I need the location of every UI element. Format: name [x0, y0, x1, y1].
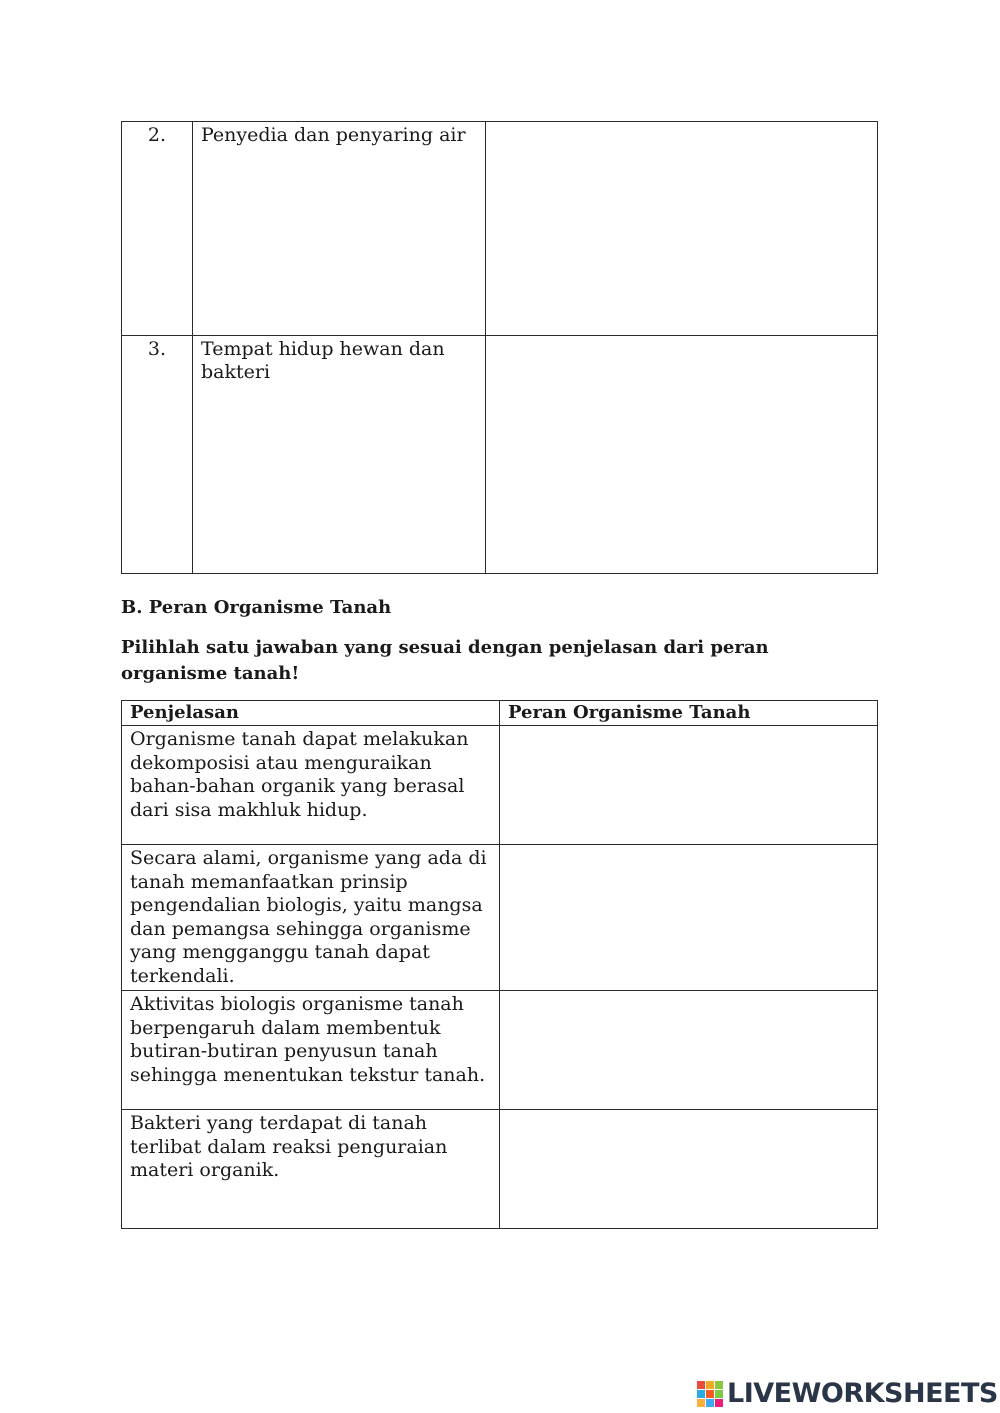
answer-cell[interactable] [486, 336, 878, 574]
logo-tile [697, 1399, 705, 1407]
logo-text: LIVEWORKSHEETS [727, 1378, 998, 1409]
answer-cell[interactable] [500, 726, 878, 845]
logo-tile [706, 1390, 714, 1398]
section-heading: B. Peran Organisme Tanah [121, 597, 392, 618]
instruction-text: Pilihlah satu jawaban yang sesuai dengan penjelasan dari peran organisme tanah! [121, 637, 769, 684]
table-row [122, 991, 878, 1110]
explanation-cell: Aktivitas biologis organisme tanah berpengaruh dalam membentuk butiran-butiran penyusun tanah sehingga menentukan tekstur tanah. [122, 991, 500, 1110]
logo-tile [715, 1381, 723, 1389]
row-number: 2. [122, 122, 193, 336]
organism-role-table [121, 700, 878, 1229]
logo-tile [697, 1390, 705, 1398]
logo-tile [715, 1390, 723, 1398]
answer-cell[interactable] [500, 991, 878, 1110]
row-description: Tempat hidup hewan dan bakteri [193, 336, 486, 574]
liveworksheets-logo [697, 1378, 998, 1409]
row-number: 3. [122, 336, 193, 574]
answer-cell[interactable] [500, 845, 878, 991]
row-description: Penyedia dan penyaring air [193, 122, 486, 336]
explanation-cell: Bakteri yang terdapat di tanah terlibat dalam reaksi penguraian materi organik. [122, 1110, 500, 1229]
column-header-explanation: Penjelasan [122, 701, 500, 726]
logo-tile [706, 1399, 714, 1407]
answer-cell[interactable] [500, 1110, 878, 1229]
logo-tile [715, 1399, 723, 1407]
table-row [122, 726, 878, 845]
answer-cell[interactable] [486, 122, 878, 336]
table-row [122, 122, 878, 336]
logo-tile [697, 1381, 705, 1389]
explanation-cell: Organisme tanah dapat melakukan dekomposisi atau menguraikan bahan-bahan organik yang berasal dari sisa makhluk hidup. [122, 726, 500, 845]
explanation-cell: Secara alami, organisme yang ada di tanah memanfaatkan prinsip pengendalian biologis, yaitu mangsa dan pemangsa sehingga organisme yang mengganggu tanah dapat terkendali. [122, 845, 500, 991]
column-header-role: Peran Organisme Tanah [500, 701, 878, 726]
liveworksheets-logo-icon [697, 1381, 723, 1407]
role-table-part1 [121, 121, 878, 574]
table-row [122, 1110, 878, 1229]
table-header-row [122, 701, 878, 726]
table-row [122, 336, 878, 574]
table-row [122, 845, 878, 991]
logo-tile [706, 1381, 714, 1389]
